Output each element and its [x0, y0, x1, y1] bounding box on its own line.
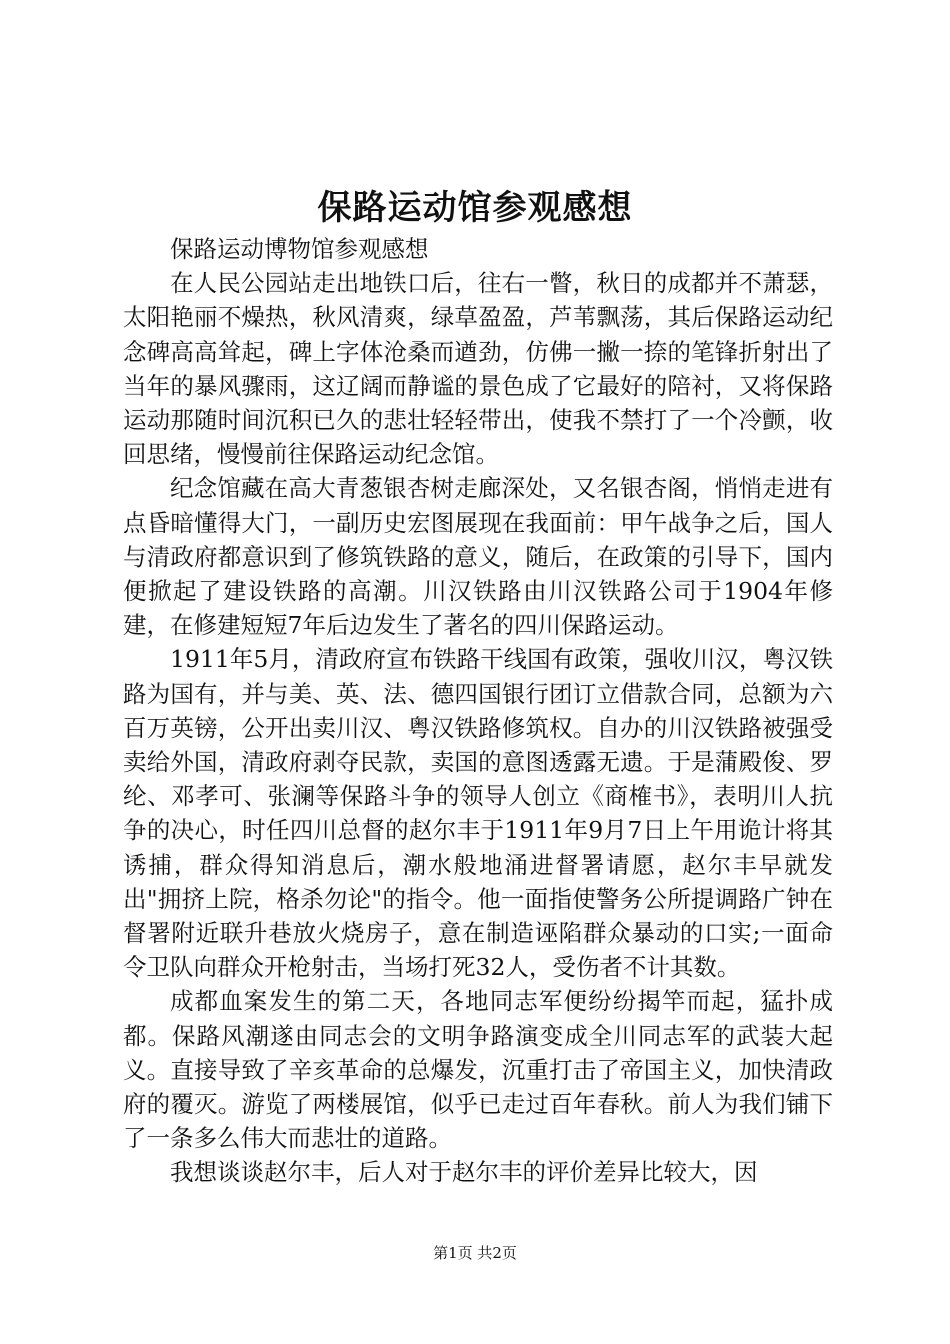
document-body	[123, 232, 833, 1190]
body-paragraph-1: 在人民公园站走出地铁口后，往右一瞥，秋日的成都并不萧瑟，太阳艳丽不燥热，秋风清爽，绿草盈盈，芦苇飘荡，其后保路运动纪念碑高高耸起，碑上字体沧桑而遒劲，仿佛一撇一捺的笔锋折射出了当年的暴风骤雨，这辽阔而静谧的景色成了它最好的陪衬，又将保路运动那随时间沉积已久的悲壮轻轻带出，使我不禁打了一个冷颤，收回思绪，慢慢前往保路运动纪念馆。	[123, 269, 833, 469]
body-paragraph-4: 成都血案发生的第二天，各地同志军便纷纷揭竿而起，猛扑成都。保路风潮遂由同志会的文明争路演变成全川同志军的武装大起义。直接导致了辛亥革命的总爆发，沉重打击了帝国主义，加快清政府的覆灭。游览了两楼展馆，似乎已走过百年春秋。前人为我们铺下了一条多么伟大而悲壮的道路。	[123, 987, 833, 1153]
page-title: 保路运动馆参观感想	[317, 188, 633, 228]
body-paragraph-3: 1911年5月，清政府宣布铁路干线国有政策，强收川汉，粤汉铁路为国有，并与美、英、法、德四国银行团订立借款合同，总额为六百万英镑，公开出卖川汉、粤汉铁路修筑权。自办的川汉铁路被强受卖给外国，清政府剥夺民款，卖国的意图透露无遗。于是蒲殿俊、罗纶、邓孝可、张澜等保路斗争的领导人创立《商榷书》，表明川人抗争的决心，时任四川总督的赵尔丰于1911年9月7日上午用诡计将其诱捕，群众得知消息后，潮水般地涌进督署请愿，赵尔丰早就发出"拥挤上院，格杀勿论"的指令。他一面指使警务公所提调路广钟在督署附近联升巷放火烧房子，意在制造诬陷群众暴动的口实;一面命令卫队向群众开枪射击，当场打死32人，受伤者不计其数。	[123, 645, 833, 982]
body-paragraph-5: 我想谈谈赵尔丰，后人对于赵尔丰的评价差异比较大，因	[170, 1158, 758, 1187]
subtitle-paragraph: 保路运动博物馆参观感想	[170, 235, 429, 263]
page-footer: 第1页 共2页	[433, 1244, 517, 1262]
body-paragraph-2: 纪念馆藏在高大青葱银杏树走廊深处，又名银杏阁，悄悄走进有点昏暗懂得大门，一副历史宏图展现在我面前：甲午战争之后，国人与清政府都意识到了修筑铁路的意义，随后，在政策的引导下，国内便掀起了建设铁路的高潮。川汉铁路由川汉铁路公司于1904年修建，在修建短短7年后边发生了著名的四川保路运动。	[123, 474, 833, 640]
